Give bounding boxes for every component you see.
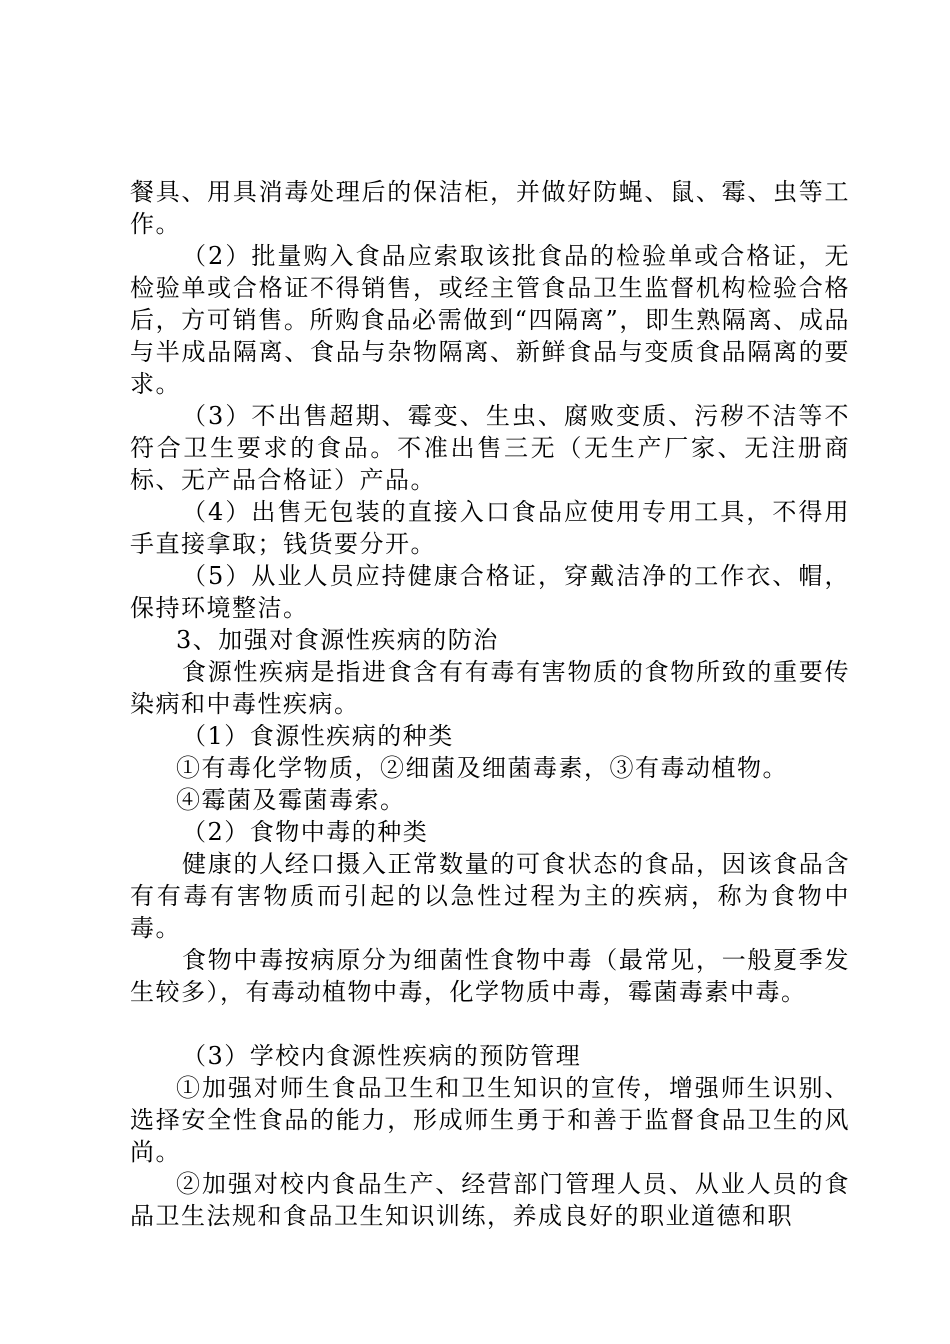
- section-heading-3: 3、加强对食源性疾病的防治: [176, 626, 499, 654]
- list-line-2: ④霉菌及霉菌毒索。: [176, 786, 406, 814]
- paragraph-item-5: （5）从业人员应持健康合格证，穿戴洁净的工作衣、帽，保持环境整洁。: [130, 562, 850, 622]
- list-line-1: ①有毒化学物质，②细菌及细菌毒素，③有毒动植物。: [176, 754, 788, 782]
- paragraph-food-poisoning-types: 食物中毒按病原分为细菌性食物中毒（最常见，一般夏季发生较多），有毒动植物中毒，化学物质中毒，霉菌毒素中毒。: [130, 946, 850, 1006]
- blank-line: [130, 1008, 850, 1040]
- paragraph-definition: 食源性疾病是指进食含有有毒有害物质的食物所致的重要传染病和中毒性疾病。: [130, 658, 850, 718]
- subheading-3: （3）学校内食源性疾病的预防管理: [182, 1042, 582, 1070]
- list-paragraph-2: ②加强对校内食品生产、经营部门管理人员、从业人员的食品卫生法规和食品卫生知识训练，养成良好的职业道德和职: [130, 1170, 850, 1230]
- list-paragraph-1: ①加强对师生食品卫生和卫生知识的宣传，增强师生识别、选择安全性食品的能力，形成师生勇于和善于监督食品卫生的风尚。: [130, 1074, 850, 1166]
- paragraph-food-poisoning-definition: 健康的人经口摄入正常数量的可食状态的食品，因该食品含有有毒有害物质而引起的以急性过程为主的疾病，称为食物中毒。: [130, 850, 850, 942]
- paragraph-item-4: （4）出售无包装的直接入口食品应使用专用工具，不得用手直接拿取；钱货要分开。: [130, 498, 850, 558]
- subheading-2: （2）食物中毒的种类: [182, 818, 429, 846]
- paragraph-item-2: （2）批量购入食品应索取该批食品的检验单或合格证，无检验单或合格证不得销售，或经主管食品卫生监督机构检验合格后，方可销售。所购食品必需做到“四隔离”，即生熟隔离、成品与半成品隔离、食品与杂物隔离、新鲜食品与变质食品隔离的要求。: [130, 242, 850, 398]
- document-page: [130, 176, 850, 1232]
- paragraph-continuation: 餐具、用具消毒处理后的保洁柜，并做好防蝇、鼠、霉、虫等工作。: [130, 178, 850, 238]
- paragraph-item-3: （3）不出售超期、霉变、生虫、腐败变质、污秽不洁等不符合卫生要求的食品。不准出售三无（无生产厂家、无注册商标、无产品合格证）产品。: [130, 402, 850, 494]
- subheading-1: （1）食源性疾病的种类: [182, 722, 454, 750]
